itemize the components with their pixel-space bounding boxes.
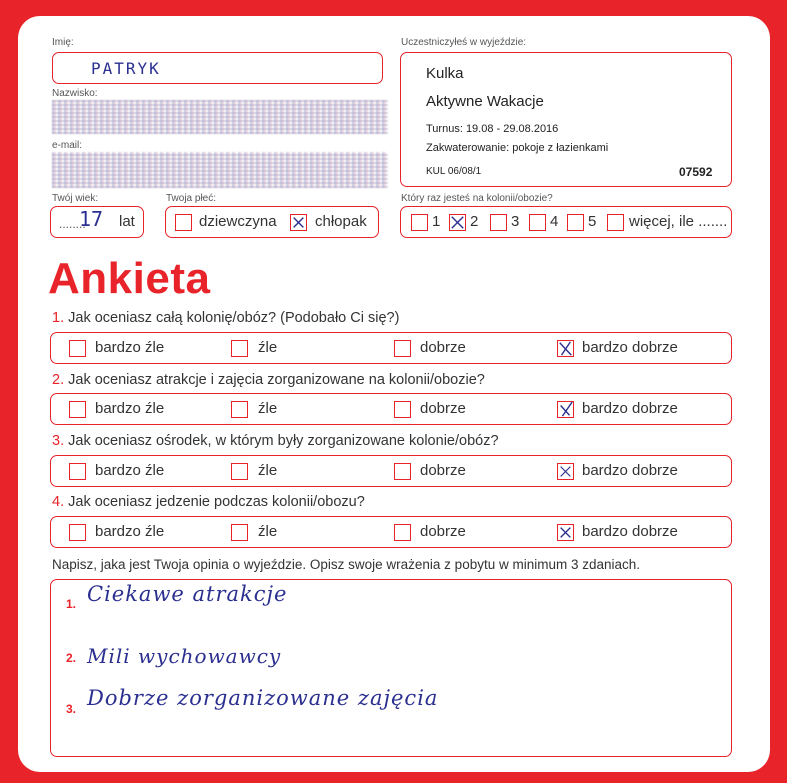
page-title: Ankieta bbox=[48, 254, 211, 303]
q2-checkbox-bardzo-zle[interactable] bbox=[69, 401, 86, 418]
question-4 bbox=[52, 494, 365, 510]
question-4-number: 4. bbox=[52, 494, 65, 510]
plec-option-dziewczyna: dziewczyna bbox=[199, 213, 277, 230]
q3-option-bardzo-dobrze: bardzo dobrze bbox=[582, 462, 678, 479]
q1-checkbox-bardzo-zle[interactable] bbox=[69, 340, 86, 357]
opinion-line-2-text: Mili wychowawcy bbox=[87, 644, 282, 668]
question-1-number: 1. bbox=[52, 310, 65, 326]
question-3-options bbox=[50, 455, 732, 487]
plec-field bbox=[165, 206, 379, 238]
question-2 bbox=[52, 372, 485, 388]
email-label: e-mail: bbox=[52, 140, 83, 151]
q2-option-bardzo-zle: bardzo źle bbox=[95, 400, 165, 417]
q1-option-dobrze: dobrze bbox=[420, 339, 466, 356]
opinion-prompt: Napisz, jaka jest Twoja opinia o wyjeździe. Opisz swoje wrażenia z pobytu w minimum 3 zdaniach. bbox=[52, 557, 641, 572]
checkbox-ktory-wiecej[interactable] bbox=[607, 214, 624, 231]
question-2-options bbox=[50, 393, 732, 425]
opinion-line-3-number: 3. bbox=[66, 702, 77, 716]
wiek-value: 17 bbox=[79, 207, 104, 231]
ktory-option-2: 2 bbox=[470, 213, 479, 230]
uczestnik-label: Uczestniczyłeś w wyjeździe: bbox=[401, 37, 527, 48]
nazwisko-redacted bbox=[52, 100, 388, 134]
q2-checkbox-bardzo-dobrze[interactable] bbox=[557, 401, 574, 418]
q1-checkbox-dobrze[interactable] bbox=[394, 340, 411, 357]
question-4-text: Jak oceniasz jedzenie podczas kolonii/obozu? bbox=[68, 494, 365, 510]
camp-number: 07592 bbox=[679, 165, 713, 179]
checkbox-chlopak[interactable] bbox=[290, 214, 307, 231]
camp-code: KUL 06/08/1 bbox=[426, 166, 482, 177]
q2-option-bardzo-dobrze: bardzo dobrze bbox=[582, 400, 678, 417]
imie-field[interactable] bbox=[52, 52, 383, 84]
survey-form bbox=[18, 16, 770, 772]
check-mark-icon bbox=[558, 464, 573, 479]
question-3-number: 3. bbox=[52, 433, 65, 449]
camp-accommodation: Zakwaterowanie: pokoje z łazienkami bbox=[426, 142, 609, 154]
wiek-dots: ........ bbox=[59, 217, 86, 231]
ktory-option-3: 3 bbox=[511, 213, 520, 230]
checkbox-ktory-2[interactable] bbox=[449, 214, 466, 231]
q4-option-dobrze: dobrze bbox=[420, 523, 466, 540]
q1-option-zle: źle bbox=[258, 339, 278, 356]
imie-value: PATRYK bbox=[91, 59, 161, 78]
question-3 bbox=[52, 433, 499, 449]
question-2-text: Jak oceniasz atrakcje i zajęcia zorganizowane na kolonii/obozie? bbox=[68, 372, 485, 388]
imie-label: Imię: bbox=[52, 37, 74, 48]
camp-name: Kulka bbox=[426, 65, 464, 82]
check-mark-icon bbox=[291, 215, 306, 230]
checkbox-ktory-1[interactable] bbox=[411, 214, 428, 231]
q4-option-zle: źle bbox=[258, 523, 278, 540]
checkbox-ktory-3[interactable] bbox=[490, 214, 507, 231]
q1-checkbox-bardzo-dobrze[interactable] bbox=[557, 340, 574, 357]
ktory-label: Który raz jesteś na kolonii/obozie? bbox=[401, 193, 553, 204]
ktory-option-wiecej: więcej, ile ....... bbox=[629, 213, 728, 230]
wiek-label: Twój wiek: bbox=[52, 193, 99, 204]
ktory-option-1: 1 bbox=[432, 213, 441, 230]
camp-turnus: Turnus: 19.08 - 29.08.2016 bbox=[426, 123, 559, 135]
ktory-option-4: 4 bbox=[550, 213, 559, 230]
q4-checkbox-bardzo-dobrze[interactable] bbox=[557, 524, 574, 541]
check-mark-icon bbox=[558, 402, 573, 417]
opinion-line-2-number: 2. bbox=[66, 651, 77, 665]
ktory-option-5: 5 bbox=[588, 213, 597, 230]
q4-checkbox-bardzo-zle[interactable] bbox=[69, 524, 86, 541]
q2-checkbox-dobrze[interactable] bbox=[394, 401, 411, 418]
opinion-line-1-number: 1. bbox=[66, 597, 77, 611]
email-redacted bbox=[52, 152, 388, 188]
camp-program: Aktywne Wakacje bbox=[426, 93, 544, 110]
plec-label: Twoja płeć: bbox=[166, 193, 217, 204]
q2-checkbox-zle[interactable] bbox=[231, 401, 248, 418]
question-1 bbox=[52, 310, 399, 326]
checkbox-dziewczyna[interactable] bbox=[175, 214, 192, 231]
q1-checkbox-zle[interactable] bbox=[231, 340, 248, 357]
q3-checkbox-zle[interactable] bbox=[231, 463, 248, 480]
q3-checkbox-bardzo-dobrze[interactable] bbox=[557, 463, 574, 480]
opinion-line-3-text: Dobrze zorganizowane zajęcia bbox=[87, 686, 439, 710]
question-1-text: Jak oceniasz całą kolonię/obóz? (Podobało Ci się?) bbox=[68, 310, 400, 326]
q1-option-bardzo-zle: bardzo źle bbox=[95, 339, 165, 356]
plec-option-chlopak: chłopak bbox=[315, 213, 367, 230]
q4-checkbox-dobrze[interactable] bbox=[394, 524, 411, 541]
q3-checkbox-bardzo-zle[interactable] bbox=[69, 463, 86, 480]
question-3-text: Jak oceniasz ośrodek, w którym były zorganizowane kolonie/obóz? bbox=[68, 433, 499, 449]
check-mark-icon bbox=[558, 341, 573, 356]
camp-info-box bbox=[400, 52, 732, 187]
check-mark-icon bbox=[558, 525, 573, 540]
opinion-line-1-text: Ciekawe atrakcje bbox=[87, 582, 288, 606]
q3-option-zle: źle bbox=[258, 462, 278, 479]
q2-option-dobrze: dobrze bbox=[420, 400, 466, 417]
question-2-number: 2. bbox=[52, 372, 65, 388]
opinion-textarea[interactable] bbox=[50, 579, 732, 757]
question-4-options bbox=[50, 516, 732, 548]
checkbox-ktory-5[interactable] bbox=[567, 214, 584, 231]
q4-option-bardzo-dobrze: bardzo dobrze bbox=[582, 523, 678, 540]
wiek-unit: lat bbox=[119, 213, 135, 230]
q2-option-zle: źle bbox=[258, 400, 278, 417]
checkbox-ktory-4[interactable] bbox=[529, 214, 546, 231]
q4-option-bardzo-zle: bardzo źle bbox=[95, 523, 165, 540]
question-1-options bbox=[50, 332, 732, 364]
q3-checkbox-dobrze[interactable] bbox=[394, 463, 411, 480]
q1-option-bardzo-dobrze: bardzo dobrze bbox=[582, 339, 678, 356]
wiek-field[interactable] bbox=[50, 206, 144, 238]
nazwisko-label: Nazwisko: bbox=[52, 88, 98, 99]
q3-option-bardzo-zle: bardzo źle bbox=[95, 462, 165, 479]
q4-checkbox-zle[interactable] bbox=[231, 524, 248, 541]
check-mark-icon bbox=[450, 215, 465, 230]
q3-option-dobrze: dobrze bbox=[420, 462, 466, 479]
ktory-field bbox=[400, 206, 732, 238]
